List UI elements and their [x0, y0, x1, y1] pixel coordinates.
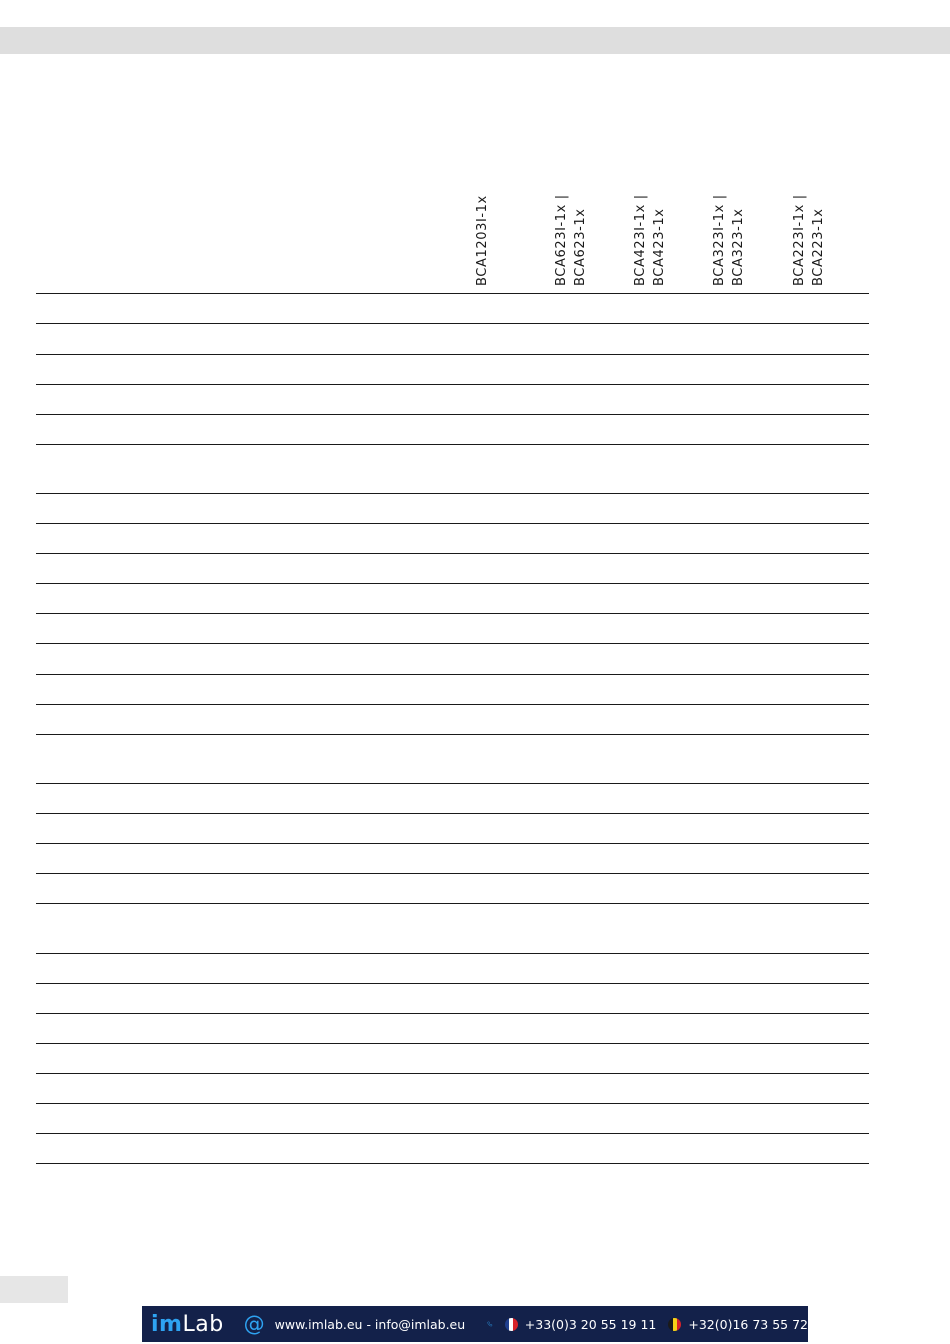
- contact-link[interactable]: www.imlab.eu - info@imlab.eu: [274, 1316, 466, 1332]
- table-row: [36, 444, 869, 493]
- table-row: [36, 704, 869, 734]
- table-row: [36, 1163, 869, 1164]
- phone-france[interactable]: +33(0)3 20 55 19 11: [524, 1316, 657, 1332]
- table-row: [36, 1073, 869, 1103]
- table-row: [36, 1043, 869, 1073]
- table-row: [36, 643, 869, 674]
- table-row: [36, 583, 869, 613]
- column-header-label: BCA423I-1x | BCA423-1x: [633, 194, 667, 286]
- logo-im: im: [151, 1311, 183, 1337]
- at-icon: @: [243, 1312, 265, 1336]
- spec-table: [36, 0, 869, 1200]
- table-row: [36, 384, 869, 414]
- flag-france-icon: [505, 1318, 518, 1331]
- table-row: [36, 674, 869, 704]
- table-row: [36, 843, 869, 873]
- flag-belgium-icon: [668, 1318, 681, 1331]
- table-row: [36, 813, 869, 843]
- table-row: [36, 734, 869, 783]
- table-row: [36, 354, 869, 384]
- table-row: [36, 873, 869, 903]
- table-row: [36, 953, 869, 983]
- logo-lab: Lab: [182, 1311, 224, 1337]
- table-row: [36, 783, 869, 813]
- footer-banner: [142, 1306, 808, 1342]
- table-row: [36, 493, 869, 523]
- table-row: [36, 414, 869, 444]
- column-header-label: BCA1203I-1x: [475, 195, 490, 286]
- table-row: [36, 1133, 869, 1163]
- column-header-label: BCA223I-1x | BCA223-1x: [792, 194, 826, 286]
- table-row: [36, 323, 869, 354]
- table-row: [36, 613, 869, 643]
- table-row: [36, 983, 869, 1013]
- table-row: [36, 1103, 869, 1133]
- table-row: [36, 523, 869, 553]
- column-header-label: BCA323I-1x | BCA323-1x: [712, 194, 746, 286]
- table-row: [36, 1013, 869, 1043]
- phone-belgium[interactable]: +32(0)16 73 55 72: [688, 1316, 808, 1332]
- table-row: [36, 903, 869, 953]
- imlab-logo: [151, 1312, 224, 1337]
- table-row: [36, 553, 869, 583]
- page-number-box: [0, 1276, 68, 1303]
- table-row: [36, 293, 869, 323]
- column-header-label: BCA623I-1x | BCA623-1x: [554, 194, 588, 286]
- phone-icon: [487, 1314, 493, 1334]
